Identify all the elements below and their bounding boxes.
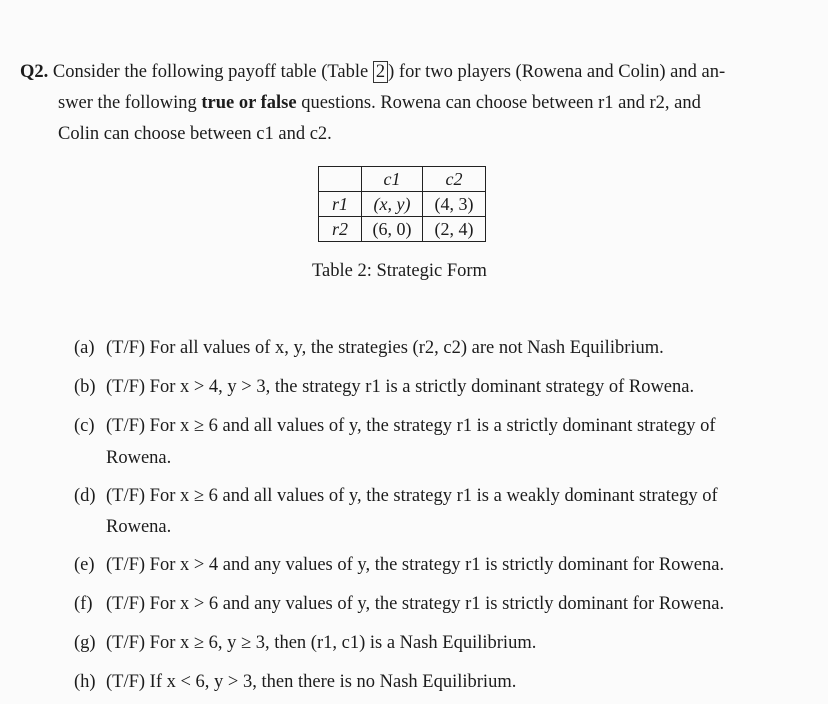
table-header-row: [319, 167, 486, 192]
table-reference-link[interactable]: 2: [373, 61, 388, 83]
question-number: Q2.: [20, 62, 49, 82]
question-item-g: [74, 633, 536, 654]
question-item-e: [74, 555, 724, 576]
payoff-table: [318, 166, 486, 242]
question-text-2b: questions. Rowena can choose between r1 and r2, and: [296, 93, 701, 113]
table-row-header-r2: r2: [319, 217, 362, 242]
question-text-3: Colin can choose between c1 and c2.: [58, 124, 332, 144]
question-item-c: [74, 416, 716, 437]
item-text: (T/F) For x > 4, y > 3, the strategy r1 is a strictly dominant strategy of Rowena.: [106, 377, 695, 397]
question-item-a: [74, 338, 664, 359]
question-item-c-continuation: Rowena.: [106, 448, 172, 468]
item-label: (h): [74, 672, 96, 692]
item-label: (d): [74, 486, 96, 506]
question-line-2: [58, 93, 701, 114]
question-item-b: [74, 377, 694, 398]
item-label: (f): [74, 594, 93, 614]
table-cell-r1-c1: (x, y): [362, 192, 423, 217]
table-header-c1: c1: [362, 167, 423, 192]
item-text: (T/F) For x > 4 and any values of y, the strategy r1 is strictly dominant for Rowena.: [106, 555, 725, 575]
item-label: (e): [74, 555, 95, 575]
question-item-h: [74, 672, 516, 693]
item-text: (T/F) If x < 6, y > 3, then there is no Nash Equilibrium.: [106, 672, 517, 692]
question-line-1: [20, 62, 725, 83]
item-text: (T/F) For all values of x, y, the strategies (r2, c2) are not Nash Equilibrium.: [106, 338, 664, 358]
table-row-r2: [319, 217, 486, 242]
table-row-header-r1: r1: [319, 192, 362, 217]
table-caption: Table 2: Strategic Form: [312, 261, 487, 281]
question-item-d-continuation: Rowena.: [106, 517, 172, 537]
table-cell-r2-c1: (6, 0): [362, 217, 423, 242]
item-text: (T/F) For x ≥ 6 and all values of y, the strategy r1 is a strictly dominant strategy of: [106, 416, 716, 436]
item-text: (T/F) For x ≥ 6, y ≥ 3, then (r1, c1) is a Nash Equilibrium.: [106, 633, 537, 653]
question-text-1a: Consider the following payoff table (Table: [52, 62, 373, 82]
question-text-1b: ) for two players (Rowena and Colin) and an-: [388, 62, 726, 82]
item-label: (g): [74, 633, 96, 653]
question-line-3: [58, 124, 332, 145]
question-item-d: [74, 486, 718, 507]
table-cell-r1-c2: (4, 3): [423, 192, 486, 217]
item-text: (T/F) For x > 6 and any values of y, the strategy r1 is strictly dominant for Rowena.: [106, 594, 725, 614]
question-text-2a: swer the following: [58, 93, 202, 113]
item-label: (a): [74, 338, 95, 358]
table-row-r1: [319, 192, 486, 217]
question-text-2-bold: true or false: [201, 93, 297, 113]
table-cell-r2-c2: (2, 4): [423, 217, 486, 242]
question-item-f: [74, 594, 724, 615]
table-header-c2: c2: [423, 167, 486, 192]
item-label: (b): [74, 377, 96, 397]
table-corner-cell: [319, 167, 362, 192]
item-label: (c): [74, 416, 95, 436]
item-text: (T/F) For x ≥ 6 and all values of y, the strategy r1 is a weakly dominant strategy of: [106, 486, 718, 506]
